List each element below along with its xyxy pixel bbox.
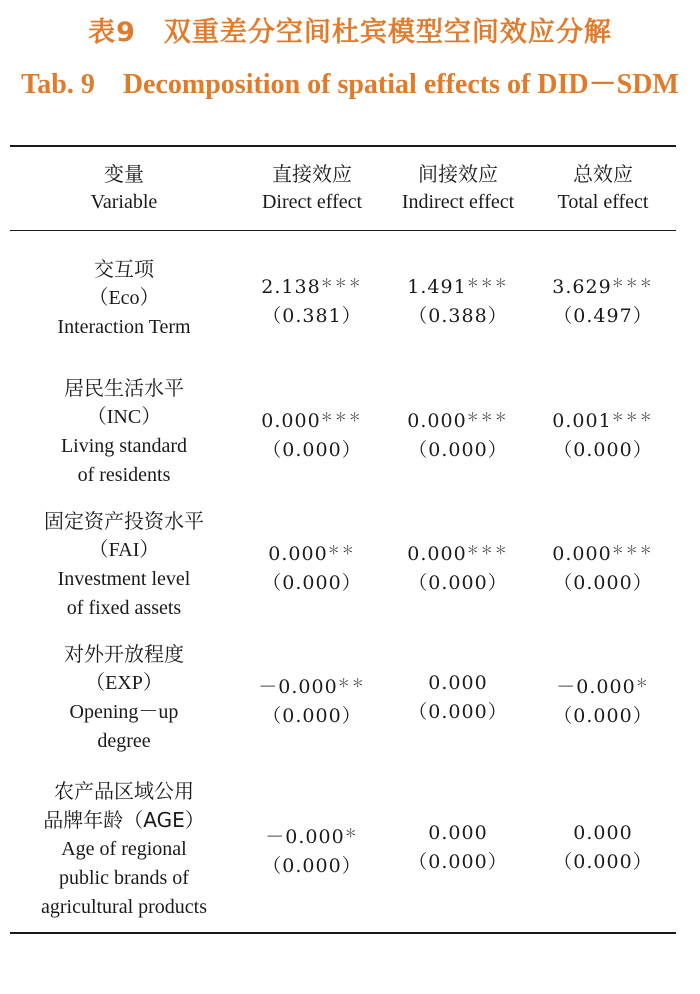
row-variable <box>10 777 238 922</box>
coefficient: 2.138 <box>261 276 321 298</box>
header-variable-cn: 变量 <box>104 162 144 186</box>
variable-label-line: degree <box>97 730 151 752</box>
indirect-effect-cell <box>386 669 530 727</box>
total-effect-cell <box>530 269 676 331</box>
direct-effect-cell <box>240 669 384 731</box>
variable-label-line: Age of regional <box>61 838 187 860</box>
indirect-effect-cell <box>386 269 530 331</box>
standard-error: （0.000） <box>553 851 653 873</box>
coefficient: 3.629 <box>552 276 612 298</box>
indirect-effect-cell <box>386 536 530 598</box>
row-variable <box>10 507 238 623</box>
variable-label-line: Opening－up <box>69 701 179 723</box>
significance-stars: ＊＊＊ <box>466 276 509 290</box>
indirect-effect-cell <box>386 403 530 465</box>
significance-stars: ＊＊＊ <box>466 543 509 557</box>
variable-label-line: of residents <box>77 464 171 486</box>
significance-stars: ＊＊＊ <box>320 410 363 424</box>
standard-error: （0.000） <box>262 855 362 877</box>
table-header-rule <box>10 230 676 231</box>
significance-stars: ＊ <box>344 826 359 840</box>
table-title-en: Tab. 9 Decomposition of spatial effects of DID－SDM <box>21 69 679 100</box>
variable-label-line: Investment level <box>57 568 191 590</box>
significance-stars: ＊＊＊ <box>320 276 363 290</box>
variable-label-line: Living standard <box>60 435 188 457</box>
direct-effect-cell <box>240 269 384 331</box>
coefficient: －0.000 <box>556 676 636 698</box>
significance-stars: ＊＊＊ <box>611 543 654 557</box>
coefficient: 1.491 <box>407 276 467 298</box>
header-indirect-cn: 间接效应 <box>418 162 498 186</box>
total-effect-cell <box>530 403 676 465</box>
standard-error: （0.000） <box>262 705 362 727</box>
standard-error: （0.497） <box>553 305 653 327</box>
significance-stars: ＊ <box>635 676 650 690</box>
direct-effect-cell <box>240 819 384 881</box>
coefficient: 0.000 <box>428 822 488 844</box>
variable-label-line: of fixed assets <box>66 597 182 619</box>
standard-error: （0.000） <box>408 572 508 594</box>
row-variable <box>10 255 238 342</box>
total-effect-cell <box>530 819 676 877</box>
coefficient: －0.000 <box>265 826 345 848</box>
indirect-effect-cell <box>386 819 530 877</box>
variable-label-line: agricultural products <box>40 896 208 918</box>
variable-label-line: （FAI） <box>88 539 160 561</box>
significance-stars: ＊＊＊ <box>466 410 509 424</box>
variable-label-line: 交互项 <box>94 257 154 281</box>
variable-label-line: （Eco） <box>88 287 160 309</box>
standard-error: （0.381） <box>262 305 362 327</box>
standard-error: （0.000） <box>408 851 508 873</box>
significance-stars: ＊＊＊ <box>611 276 654 290</box>
variable-label-line: 农产品区域公用 <box>54 779 194 803</box>
row-variable <box>10 374 238 490</box>
header-variable-en: Variable <box>90 191 158 213</box>
standard-error: （0.000） <box>553 705 653 727</box>
coefficient: 0.000 <box>573 822 633 844</box>
total-effect-cell <box>530 669 676 731</box>
variable-label-line: （EXP） <box>85 672 163 694</box>
standard-error: （0.000） <box>408 701 508 723</box>
header-total <box>530 160 676 216</box>
coefficient: 0.000 <box>407 543 467 565</box>
significance-stars: ＊＊ <box>337 676 366 690</box>
coefficient: 0.000 <box>552 543 612 565</box>
coefficient: 0.001 <box>552 410 612 432</box>
standard-error: （0.000） <box>408 439 508 461</box>
coefficient: －0.000 <box>258 676 338 698</box>
header-indirect <box>386 160 530 216</box>
variable-label-line: 品牌年龄（AGE） <box>43 808 205 832</box>
header-direct-cn: 直接效应 <box>272 162 352 186</box>
header-direct-en: Direct effect <box>261 191 363 213</box>
variable-label-line: （INC） <box>86 406 162 428</box>
standard-error: （0.000） <box>553 439 653 461</box>
coefficient: 0.000 <box>428 672 488 694</box>
header-total-cn: 总效应 <box>573 162 633 186</box>
standard-error: （0.000） <box>262 439 362 461</box>
variable-label-line: 居民生活水平 <box>64 376 184 400</box>
variable-label-line: 对外开放程度 <box>64 642 184 666</box>
coefficient: 0.000 <box>268 543 328 565</box>
header-total-en: Total effect <box>557 191 649 213</box>
coefficient: 0.000 <box>407 410 467 432</box>
variable-label-line: Interaction Term <box>57 316 191 338</box>
total-effect-cell <box>530 536 676 598</box>
variable-label-line: 固定资产投资水平 <box>44 509 204 533</box>
direct-effect-cell <box>240 536 384 598</box>
coefficient: 0.000 <box>261 410 321 432</box>
table-top-rule <box>10 145 676 147</box>
header-variable <box>10 160 238 216</box>
table-bottom-rule <box>10 932 676 934</box>
table-title-cn: 表9 双重差分空间杜宾模型空间效应分解 <box>88 17 612 48</box>
standard-error: （0.000） <box>553 572 653 594</box>
direct-effect-cell <box>240 403 384 465</box>
significance-stars: ＊＊＊ <box>611 410 654 424</box>
header-indirect-en: Indirect effect <box>401 191 515 213</box>
row-variable <box>10 640 238 756</box>
standard-error: （0.388） <box>408 305 508 327</box>
variable-label-line: public brands of <box>59 867 189 889</box>
significance-stars: ＊＊ <box>327 543 356 557</box>
standard-error: （0.000） <box>262 572 362 594</box>
header-direct <box>240 160 384 216</box>
